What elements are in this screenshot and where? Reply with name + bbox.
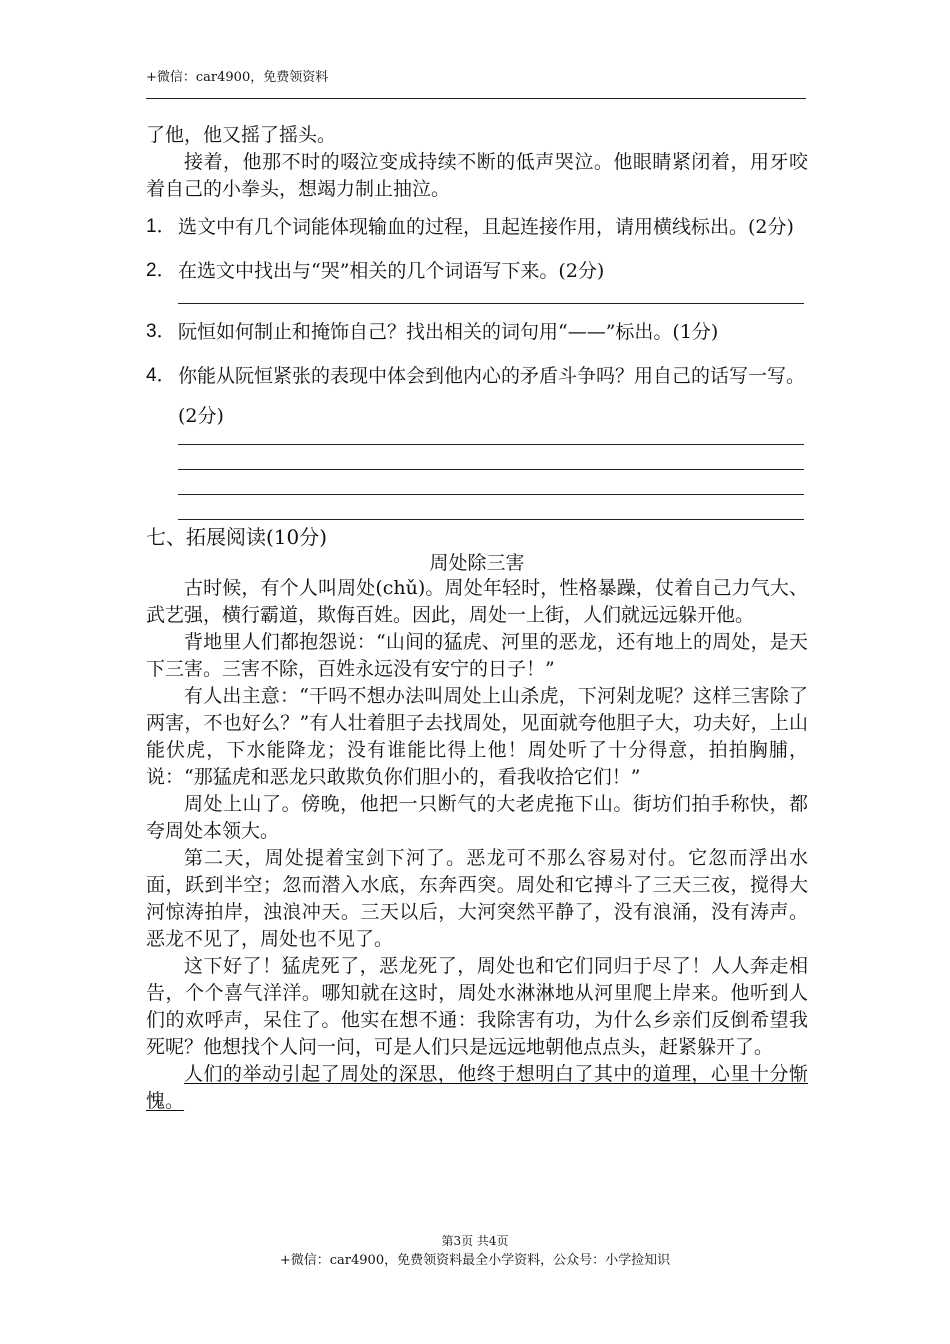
question-text: 在选文中找出与“哭”相关的几个词语写下来。(2分) [178, 260, 605, 282]
question-number: 3． [146, 321, 176, 342]
story-paragraph-underlined: 人们的举动引起了周处的深思，他终于想明白了其中的道理，心里十分惭愧。 [146, 1063, 808, 1112]
answer-line[interactable] [178, 436, 804, 445]
answer-line[interactable] [178, 470, 804, 495]
header-divider [146, 98, 806, 99]
page-number: 第3页 共4页 [441, 1234, 509, 1248]
story-title: 周处除三害 [429, 552, 525, 574]
question-text: 选文中有几个词能体现输血的过程，且起连接作用，请用横线标出。(2分) [178, 216, 794, 238]
reading-line-2: 接着，他那不时的啜泣变成持续不断的低声哭泣。他眼睛紧闭着，用牙咬着自己的小拳头，想竭力制止抽泣。 [146, 151, 808, 200]
story-paragraph: 第二天，周处提着宝剑下河了。恶龙可不那么容易对付。它忽而浮出水面，跃到半空；忽而潜入水底，东奔西突。周处和它搏斗了三天三夜，搅得大河惊涛拍岸，浊浪冲天。三天以后，大河突然平静了，没有浪涌，没有涛声。恶龙不见了，周处也不见了。 [146, 847, 808, 950]
question-text: 阮恒如何制止和掩饰自己？找出相关的词句用“——”标出。(1分) [178, 321, 719, 343]
answer-line[interactable] [178, 445, 804, 470]
reading-line-1: 了他，他又摇了摇头。 [146, 124, 337, 146]
story-paragraph: 这下好了！猛虎死了，恶龙死了，周处也和它们同归于尽了！人人奔走相告，个个喜气洋洋。哪知就在这时，周处水淋淋地从河里爬上岸来。他听到人们的欢呼声，呆住了。他实在想不通：我除害有功，为什么乡亲们反倒希望我死呢？他想找个人问一问，可是人们只是远远地朝他点点头，赶紧躲开了。 [146, 955, 808, 1058]
question-2 [146, 251, 808, 291]
question-number: 4． [146, 365, 176, 386]
answer-line[interactable] [178, 291, 804, 304]
story-paragraph: 背地里人们都抱怨说：“山间的猛虎、河里的恶龙，还有地上的周处，是天下三害。三害不除，百姓永远没有安宁的日子！” [146, 631, 808, 680]
question-text: 你能从阮恒紧张的表现中体会到他内心的矛盾斗争吗？用自己的话写一写。(2分) [178, 365, 806, 427]
question-1 [146, 207, 808, 247]
header-note: +微信：car4900，免费领资料 [146, 70, 329, 85]
story-paragraph: 周处上山了。傍晚，他把一只断气的大老虎拖下山。街坊们拍手称快，都夸周处本领大。 [146, 793, 808, 842]
question-number: 2． [146, 260, 176, 281]
question-4 [146, 356, 808, 436]
story-paragraph: 有人出主意：“干吗不想办法叫周处上山杀虎，下河剁龙呢？这样三害除了两害，不也好么？”有人壮着胆子去找周处，见面就夸他胆子大，功夫好，上山能伏虎，下水能降龙；没有谁能比得上他！周处听了十分得意，拍拍胸脯，说：“那猛虎和恶龙只敢欺负你们胆小的，看我收拾它们！” [146, 685, 808, 788]
question-3 [146, 312, 808, 352]
answer-line[interactable] [178, 495, 804, 520]
page-content [146, 122, 808, 1115]
question-number: 1． [146, 216, 176, 237]
section-title: 七、拓展阅读(10分) [146, 525, 328, 549]
footer-note: +微信：car4900，免费领资料最全小学资料，公众号：小学捡知识 [279, 1253, 671, 1268]
story-paragraph: 古时候，有个人叫周处(chǔ)。周处年轻时，性格暴躁，仗着自己力气大、武艺强，横行霸道，欺侮百姓。因此，周处一上街，人们就远远躲开他。 [146, 577, 808, 626]
